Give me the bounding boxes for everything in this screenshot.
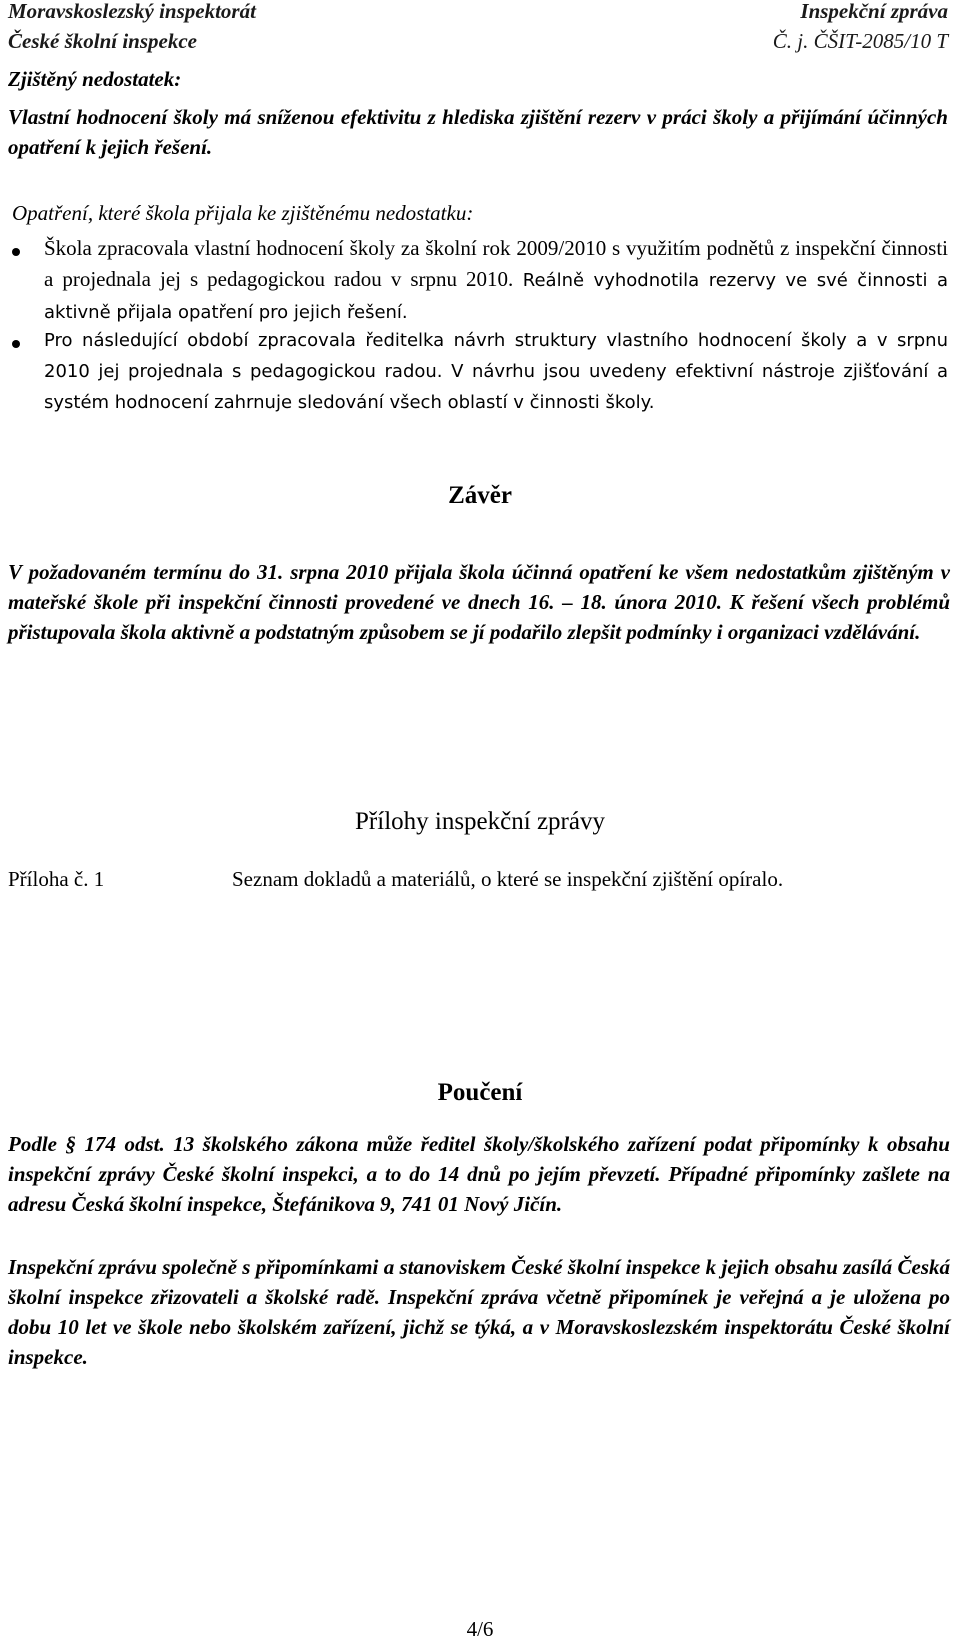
appendix-label: Příloha č. 1 xyxy=(8,867,105,891)
measure-item-2 xyxy=(44,325,948,418)
header-report-type: Inspekční zpráva xyxy=(800,0,948,23)
measure-item-1-part1: Škola zpracovala vlastní hodnocení školy za školní rok 2009/2010 s využitím podnětů z inspekční činnosti a projednala jej s pedagogickou radou v srpnu 2010. xyxy=(44,236,948,291)
measure-item-2-part2: V návrhu jsou uvedeny efektivní nástroje zjišťování a systém hodnocení zahrnuje sledování všech oblastí v činnosti školy. xyxy=(44,361,948,413)
header-right xyxy=(560,0,948,56)
conclusion-text: V požadovaném termínu do 31. srpna 2010 přijala škola účinná opatření ke všem nedostatkům zjištěným v mateřské škole při inspekční činnosti provedené ve dnech 16. – 18. února 2010. K řešení všech problémů přistupovala škola aktivně a podstatným způsobem se jí podařilo zlepšit podmínky i organizaci vzdělávání. xyxy=(8,560,950,644)
measure-item-1 xyxy=(44,233,948,328)
header-institution: České školní inspekce xyxy=(8,29,197,53)
finding-text: Vlastní hodnocení školy má sníženou efektivitu z hlediska zjištění rezerv v práci školy a přijímání účinných opatření k jejich řešení. xyxy=(8,105,948,159)
appendix-description: Seznam dokladů a materiálů, o které se inspekční zjištění opíralo. xyxy=(232,867,784,891)
measure-item-2-part1: Pro následující období zpracovala ředitelka návrh struktury vlastního hodnocení školy a v srpnu 2010 jej projednala s pedagogickou radou. xyxy=(44,330,948,382)
bullet-dot xyxy=(12,248,20,256)
measure-item-1-part2: Reálně vyhodnotila rezervy ve své činnosti a aktivně přijala opatření pro jejich řešení. xyxy=(44,270,948,323)
page-number: 4/6 xyxy=(466,1617,494,1641)
header-inspectorate: Moravskoslezský inspektorát xyxy=(8,0,256,23)
header-reference-number: Č. j. ČŠIT-2085/10 T xyxy=(772,29,948,53)
appendices-heading: Přílohy inspekční zprávy xyxy=(355,808,605,835)
notice-heading: Poučení xyxy=(437,1079,523,1106)
finding-label: Zjištěný nedostatek: xyxy=(8,67,182,91)
measures-title: Opatření, které škola přijala ke zjištěnému nedostatku: xyxy=(12,201,474,225)
bullet-dot xyxy=(12,340,20,348)
conclusion-heading: Závěr xyxy=(448,482,512,509)
header-left xyxy=(8,0,488,56)
notice-paragraph-2: Inspekční zprávu společně s připomínkami a stanoviskem České školní inspekce k jejich obsahu zasílá Česká školní inspekce zřizovateli a školské radě. Inspekční zpráva včetně připomínek je veřejná a je uložena po dobu 10 let ve škole nebo školském zařízení, jichž se týká, a v Moravskoslezském inspektorátu České školní inspekce. xyxy=(8,1255,950,1369)
notice-paragraph-1: Podle § 174 odst. 13 školského zákona může ředitel školy/školského zařízení podat připomínky k obsahu inspekční zprávy České školní inspekci, a to do 14 dnů po jejím převzetí. Případné připomínky zašlete na adresu Česká školní inspekce, Štefánikova 9, 741 01 Nový Jičín. xyxy=(8,1132,950,1216)
